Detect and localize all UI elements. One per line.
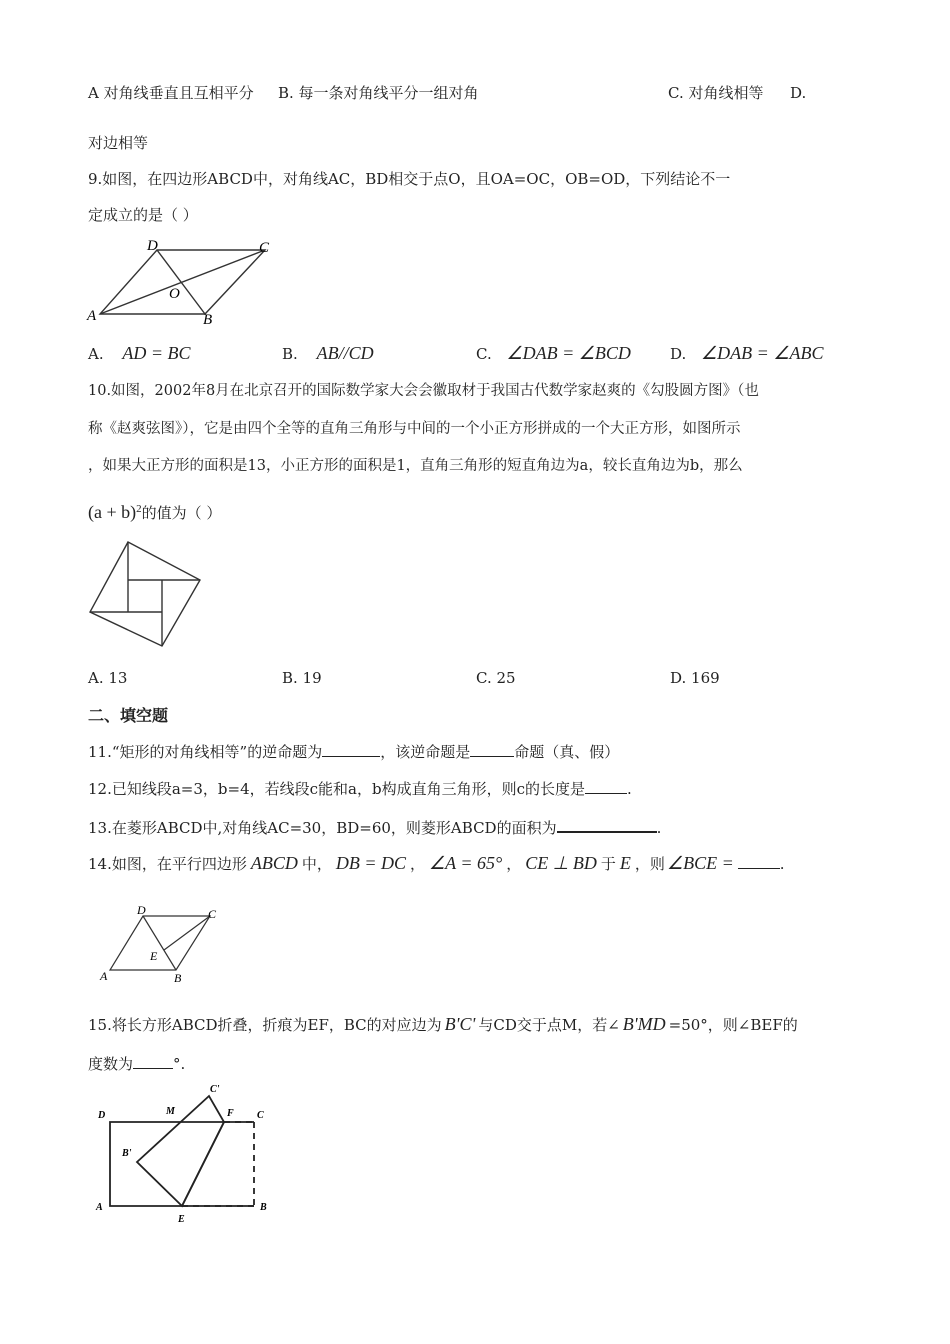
- q12-part1: 12.已知线段a=3，b=4，若线段c能和a，b构成直角三角形，则c的长度是: [88, 780, 585, 798]
- q15-part2: 与CD交于点M，若∠: [478, 1016, 620, 1034]
- q14-math-db-dc: DB = DC: [335, 853, 407, 873]
- q12-blank[interactable]: [585, 777, 627, 794]
- q10-stem-tail: 的值为（ ）: [141, 504, 222, 522]
- q11-blank-2[interactable]: [470, 740, 514, 757]
- q14-part6: ，则: [634, 855, 665, 873]
- q12-part2: .: [626, 780, 632, 798]
- q9-option-c-label: C.: [476, 345, 492, 363]
- q14-math-angle-bce: ∠BCE =: [666, 853, 734, 873]
- q14-part7: .: [779, 855, 785, 873]
- q14-part2: 中，: [301, 855, 332, 873]
- q9-option-a: [88, 342, 191, 365]
- q15-label-e: E: [178, 1214, 185, 1225]
- q15-part1: 15.将长方形ABCD折叠，折痕为EF，BC的对应边为: [88, 1016, 442, 1034]
- q15-math-b-c-prime: B'C': [444, 1014, 476, 1034]
- q15-label-m: M: [166, 1106, 175, 1117]
- q9-parallelogram-figure: [85, 236, 285, 328]
- q13-blank[interactable]: [557, 815, 657, 833]
- q15-line2: [88, 1052, 185, 1075]
- q8-option-d: D.: [790, 84, 807, 102]
- q15-label-b-prime: B': [122, 1148, 132, 1159]
- q10-option-b: B. 19: [282, 669, 322, 687]
- q14-part5: 于: [600, 855, 616, 873]
- q14-part1: 14.如图，在平行四边形: [88, 855, 247, 873]
- q10-expression: (a + b): [88, 502, 137, 522]
- q14-label-a: A: [100, 969, 108, 983]
- q9-option-c: [476, 342, 631, 365]
- q11-part1: 11.“矩形的对角线相等”的逆命题为: [88, 743, 323, 761]
- q9-label-b: B: [203, 312, 213, 328]
- q9-stem-line1: 9.如图，在四边形ABCD中，对角线AC，BD相交于点O，且OA=OC，OB=OD，下列结论不一: [88, 170, 731, 188]
- q9-option-a-math: AD = BC: [122, 343, 191, 363]
- q11-part3: 命题（真、假）: [514, 743, 620, 761]
- q13-part1: 13.在菱形ABCD中,对角线AC=30，BD=60，则菱形ABCD的面积为: [88, 819, 557, 837]
- q10-option-a: A. 13: [88, 669, 128, 687]
- q9-option-b-math: AB//CD: [316, 343, 374, 363]
- q14-part4: ，: [506, 855, 522, 873]
- q9-option-d-math: ∠DAB = ∠ABC: [701, 343, 824, 363]
- q10-option-d: D. 169: [670, 669, 720, 687]
- q14-math-perpendicular: CE ⊥ BD: [525, 853, 597, 873]
- q13-line: [88, 815, 661, 839]
- q10-stem-line2: 称《赵爽弦图》），它是由四个全等的直角三角形与中间的一个小正方形拼成的一个大正方形，如图所示: [88, 421, 741, 437]
- q9-option-c-math: ∠DAB = ∠BCD: [506, 343, 631, 363]
- q15-label-d: D: [98, 1110, 106, 1121]
- q15-folded-rectangle-figure: [92, 1080, 282, 1230]
- q15-line1: [88, 1013, 798, 1036]
- q15-label-c: C: [257, 1110, 264, 1121]
- q14-math-angle-a: ∠A = 65°: [429, 853, 503, 873]
- q9-stem-line2: 定成立的是（ ）: [88, 206, 198, 224]
- q9-option-d-label: D.: [670, 345, 687, 363]
- q15-math-angle-bmd: B'MD: [622, 1014, 666, 1034]
- q10-stem-line1: 10.如图，2002年8月在北京召开的国际数学家大会会徽取材于我国古代数学家赵爽的《勾股圆方图》（也: [88, 383, 759, 399]
- q14-label-d: D: [137, 903, 146, 917]
- q10-option-c: C. 25: [476, 669, 516, 687]
- q12-line: [88, 777, 632, 800]
- q11-part2: ，该逆命题是: [380, 743, 471, 761]
- q10-stem-line4: [88, 498, 221, 524]
- q14-line: [88, 852, 785, 875]
- q15-blank[interactable]: [133, 1052, 173, 1069]
- q9-label-o: O: [169, 286, 180, 302]
- q8-option-a: A 对角线垂直且互相平分: [88, 84, 254, 102]
- q13-part2: .: [656, 819, 662, 837]
- q14-parallelogram-figure: [98, 902, 224, 988]
- q11-line: [88, 740, 619, 763]
- q15-label-f: F: [227, 1108, 234, 1119]
- q14-math-abcd: ABCD: [250, 853, 298, 873]
- q14-label-b: B: [174, 971, 182, 985]
- q15-part3: =50°，则∠BEF的: [668, 1016, 798, 1034]
- q15-label-a: A: [96, 1202, 103, 1213]
- q14-label-c: C: [208, 907, 217, 921]
- q8-option-c: C. 对角线相等: [668, 84, 764, 102]
- q10-zhao-shuang-figure: [88, 540, 202, 648]
- q15-label-b: B: [260, 1202, 267, 1213]
- q14-math-e: E: [619, 853, 631, 873]
- q15-line2-part1: 度数为: [88, 1055, 134, 1073]
- q9-label-c: C: [259, 240, 270, 256]
- q9-option-a-label: A.: [88, 345, 104, 363]
- q8-option-d-continued: 对边相等: [88, 134, 149, 152]
- q10-exponent: 2: [136, 503, 142, 515]
- q14-label-e: E: [150, 949, 158, 963]
- q14-part3: ，: [410, 855, 426, 873]
- q10-stem-line3: ，如果大正方形的面积是13，小正方形的面积是1，直角三角形的短直角边为a，较长直角边为b，那么: [88, 458, 743, 474]
- q11-blank-1[interactable]: [322, 740, 380, 757]
- q14-blank[interactable]: [738, 852, 780, 869]
- q9-label-a: A: [87, 308, 97, 324]
- q15-label-c-prime: C': [210, 1084, 220, 1095]
- q9-option-d: [670, 342, 823, 365]
- q15-line2-part2: °.: [173, 1055, 186, 1073]
- q9-option-b-label: B.: [282, 345, 298, 363]
- q9-label-d: D: [147, 238, 158, 254]
- q9-option-b: [282, 342, 374, 365]
- q8-option-b: B. 每一条对角线平分一组对角: [278, 84, 479, 102]
- section-fill-in-blank-heading: 二、填空题: [88, 706, 169, 725]
